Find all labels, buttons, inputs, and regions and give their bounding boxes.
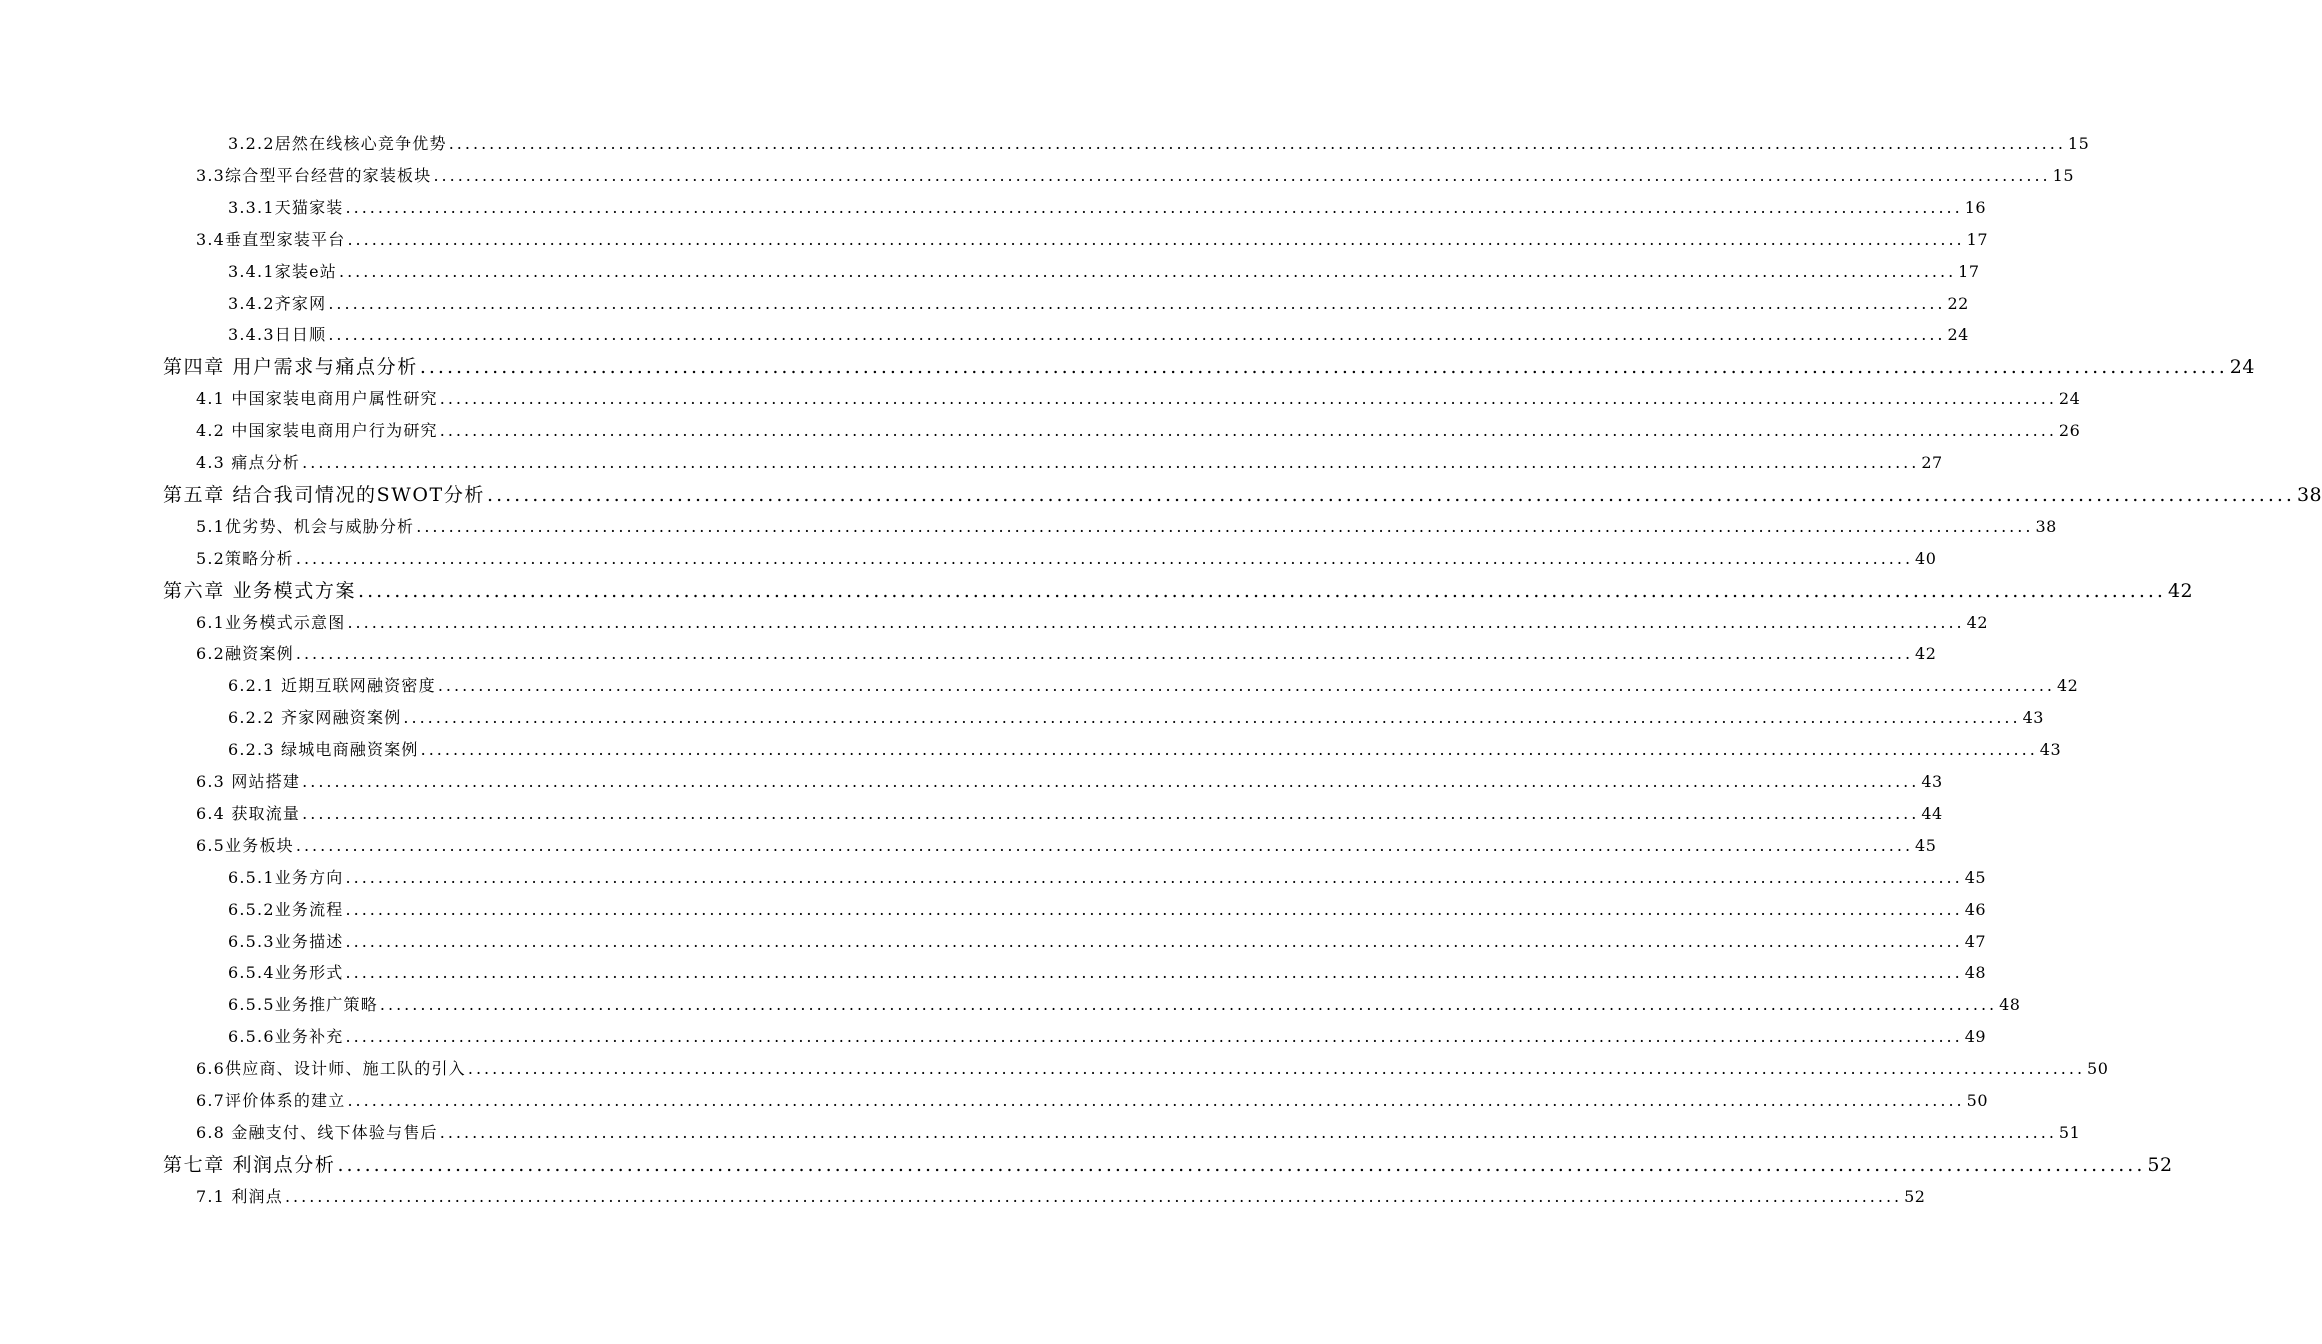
toc-page-number: 22 (1947, 293, 1969, 313)
toc-page-number: 16 (1964, 197, 1987, 217)
toc-entry[interactable] (163, 352, 2255, 382)
toc-entry[interactable] (196, 767, 1943, 797)
toc-entry[interactable] (196, 544, 1937, 574)
toc-dot-leader: ........................................................................................................................................................................................................ (416, 516, 2034, 536)
toc-page-number: 26 (2058, 421, 2081, 441)
toc-dot-leader: ........................................................................................................................................................................................................ (347, 1091, 1965, 1110)
toc-dot-leader: ........................................................................................................................................................................................................ (295, 644, 1914, 664)
toc-page-number: 44 (1921, 803, 1943, 823)
toc-dot-leader: ........................................................................................................................................................................................................ (295, 548, 1914, 568)
toc-entry[interactable] (228, 671, 2079, 701)
toc-page-number: 17 (1958, 261, 1980, 281)
toc-dot-leader: ........................................................................................................................................................................................................ (358, 579, 2166, 602)
toc-page-number: 38 (2296, 483, 2322, 506)
toc-page-number: 52 (2147, 1153, 2173, 1176)
toc-entry[interactable] (196, 161, 2074, 191)
toc-entry-title: 6.2.1 近期互联网融资密度 (228, 676, 436, 696)
toc-page-number: 48 (1999, 995, 2021, 1015)
toc-dot-leader: ........................................................................................................................................................................................................ (345, 963, 1963, 983)
toc-dot-leader: ........................................................................................................................................................................................................ (448, 134, 2066, 153)
toc-entry[interactable] (196, 416, 2081, 446)
toc-entry[interactable] (228, 735, 2062, 765)
toc-dot-leader: ........................................................................................................................................................................................................ (347, 612, 1965, 632)
toc-page-number: 15 (2067, 134, 2090, 153)
toc-entry-title: 3.3.1天猫家装 (228, 197, 344, 217)
toc-entry[interactable] (228, 289, 1969, 319)
toc-entry-title: 3.3综合型平台经营的家装板块 (196, 165, 432, 185)
toc-dot-leader: ........................................................................................................................................................................................................ (467, 1059, 2086, 1079)
toc-entry[interactable] (228, 895, 1987, 925)
toc-dot-leader: ........................................................................................................................................................................................................ (337, 1153, 2146, 1176)
toc-page-number: 50 (1966, 1091, 1988, 1110)
toc-entry-title: 第六章 业务模式方案 (163, 579, 357, 602)
toc-entry-title: 6.7评价体系的建立 (196, 1091, 346, 1110)
toc-entry-title: 4.1 中国家装电商用户属性研究 (196, 389, 438, 409)
toc-dot-leader: ........................................................................................................................................................................................................ (437, 676, 2055, 696)
toc-dot-leader: ........................................................................................................................................................................................................ (403, 708, 2021, 728)
toc-entry[interactable] (228, 1022, 1987, 1052)
toc-entry[interactable] (196, 1086, 1988, 1116)
toc-page-number: 40 (1915, 548, 1937, 568)
toc-dot-leader: ........................................................................................................................................................................................................ (439, 421, 2057, 441)
toc-entry[interactable] (228, 958, 1987, 988)
toc-page-number: 24 (2229, 356, 2255, 379)
toc-page-number: 24 (1947, 325, 1969, 345)
toc-dot-leader: ........................................................................................................................................................................................................ (487, 483, 2295, 506)
toc-entry[interactable] (163, 480, 2322, 510)
toc-entry-title: 4.2 中国家装电商用户行为研究 (196, 421, 438, 441)
toc-dot-leader: ........................................................................................................................................................................................................ (345, 1027, 1963, 1047)
toc-entry-title: 7.1 利润点 (196, 1186, 283, 1206)
toc-dot-leader: ........................................................................................................................................................................................................ (419, 356, 2228, 379)
toc-entry-title: 第四章 用户需求与痛点分析 (163, 356, 418, 379)
toc-dot-leader: ........................................................................................................................................................................................................ (302, 772, 1920, 791)
toc-entry-title: 5.1优劣势、机会与威胁分析 (196, 516, 415, 536)
toc-page-number: 43 (2039, 740, 2062, 760)
toc-entry-title: 5.2策略分析 (196, 548, 294, 568)
toc-entry[interactable] (228, 257, 1980, 287)
toc-entry-title: 3.2.2居然在线核心竞争优势 (228, 134, 447, 153)
toc-page-number: 49 (1964, 1027, 1987, 1047)
toc-entry-title: 6.2融资案例 (196, 644, 294, 664)
toc-entry[interactable] (228, 990, 2021, 1020)
toc-entry[interactable] (228, 129, 2090, 159)
toc-page-number: 43 (2022, 708, 2044, 728)
toc-page-number: 47 (1964, 931, 1987, 951)
toc-entry-title: 6.3 网站搭建 (196, 772, 301, 791)
toc-entry-title: 3.4.1家装e站 (228, 261, 337, 281)
toc-dot-leader: ........................................................................................................................................................................................................ (338, 261, 1957, 281)
toc-entry-title: 6.8 金融支付、线下体验与售后 (196, 1122, 438, 1142)
toc-entry[interactable] (228, 927, 1987, 957)
toc-page-number: 52 (1904, 1186, 1926, 1206)
toc-dot-leader: ........................................................................................................................................................................................................ (433, 165, 2051, 185)
toc-entry-title: 6.2.3 绿城电商融资案例 (228, 740, 419, 760)
toc-entry[interactable] (196, 1054, 2109, 1084)
toc-entry[interactable] (196, 799, 1943, 829)
toc-page-number: 24 (2058, 389, 2081, 409)
toc-entry-title: 4.3 痛点分析 (196, 453, 301, 472)
toc-entry-title: 6.5.5业务推广策略 (228, 995, 378, 1015)
toc-page-number: 45 (1915, 835, 1937, 855)
toc-entry-title: 6.5.6业务补充 (228, 1027, 344, 1047)
toc-entry[interactable] (228, 863, 1987, 893)
toc-entry-title: 6.1业务模式示意图 (196, 612, 346, 632)
toc-entry-title: 6.5.1业务方向 (228, 867, 344, 887)
toc-page-number: 42 (1966, 612, 1988, 632)
toc-dot-leader: ........................................................................................................................................................................................................ (345, 899, 1963, 919)
toc-page-number: 15 (2052, 165, 2074, 185)
toc-entry[interactable] (196, 1118, 2081, 1148)
toc-dot-leader: ........................................................................................................................................................................................................ (347, 229, 1965, 249)
toc-entry-title: 6.5业务板块 (196, 835, 294, 855)
toc-page-number: 43 (1921, 772, 1943, 791)
toc-dot-leader: ........................................................................................................................................................................................................ (302, 803, 1920, 823)
toc-entry[interactable] (196, 512, 2057, 542)
toc-dot-leader: ........................................................................................................................................................................................................ (284, 1186, 1903, 1206)
toc-entry-title: 6.2.2 齐家网融资案例 (228, 708, 402, 728)
toc-page-number: 51 (2058, 1122, 2081, 1142)
toc-page-number: 46 (1964, 899, 1987, 919)
toc-entry-title: 6.6供应商、设计师、施工队的引入 (196, 1059, 466, 1079)
toc-entry-title: 3.4垂直型家装平台 (196, 229, 346, 249)
toc-dot-leader: ........................................................................................................................................................................................................ (328, 293, 1946, 313)
toc-entry[interactable] (196, 1182, 1926, 1212)
toc-entry-title: 6.5.2业务流程 (228, 899, 344, 919)
toc-page-number: 50 (2087, 1059, 2109, 1079)
toc-entry-title: 第五章 结合我司情况的SWOT分析 (163, 483, 486, 506)
toc-page-number: 17 (1966, 229, 1988, 249)
toc-entry[interactable] (196, 448, 1943, 478)
toc-dot-leader: ........................................................................................................................................................................................................ (345, 931, 1963, 951)
toc-dot-leader: ........................................................................................................................................................................................................ (302, 453, 1920, 472)
toc-entry[interactable] (196, 384, 2081, 414)
toc-entry[interactable] (228, 703, 2044, 733)
toc-entry[interactable] (196, 225, 1988, 255)
toc-dot-leader: ........................................................................................................................................................................................................ (328, 325, 1946, 345)
toc-page-number: 48 (1964, 963, 1987, 983)
toc-dot-leader: ........................................................................................................................................................................................................ (439, 1122, 2057, 1142)
toc-entry-title: 6.5.3业务描述 (228, 931, 344, 951)
toc-page-number: 38 (2035, 516, 2057, 536)
toc-page-number: 42 (2057, 676, 2079, 696)
toc-entry-title: 3.4.3日日顺 (228, 325, 327, 345)
toc-dot-leader: ........................................................................................................................................................................................................ (345, 197, 1963, 217)
toc-entry[interactable] (163, 1150, 2173, 1180)
toc-page-number: 45 (1964, 867, 1987, 887)
toc-page-number: 42 (2167, 579, 2194, 602)
toc-dot-leader: ........................................................................................................................................................................................................ (420, 740, 2038, 760)
toc-page-number: 27 (1921, 453, 1943, 472)
toc-dot-leader: ........................................................................................................................................................................................................ (345, 867, 1963, 887)
toc-dot-leader: ........................................................................................................................................................................................................ (379, 995, 1998, 1015)
toc-entry[interactable] (228, 193, 1987, 223)
toc-entry-title: 3.4.2齐家网 (228, 293, 327, 313)
toc-entry[interactable] (196, 639, 1937, 669)
toc-entry[interactable] (228, 320, 1969, 350)
toc-entry[interactable] (196, 608, 1988, 638)
toc-entry-title: 6.5.4业务形式 (228, 963, 344, 983)
toc-dot-leader: ........................................................................................................................................................................................................ (439, 389, 2057, 409)
toc-entry-title: 第七章 利润点分析 (163, 1153, 336, 1176)
toc-entry[interactable] (196, 831, 1937, 861)
toc-page-number: 42 (1915, 644, 1937, 664)
toc-entry-title: 6.4 获取流量 (196, 803, 301, 823)
toc-dot-leader: ........................................................................................................................................................................................................ (295, 835, 1914, 855)
toc-entry[interactable] (163, 576, 2194, 606)
